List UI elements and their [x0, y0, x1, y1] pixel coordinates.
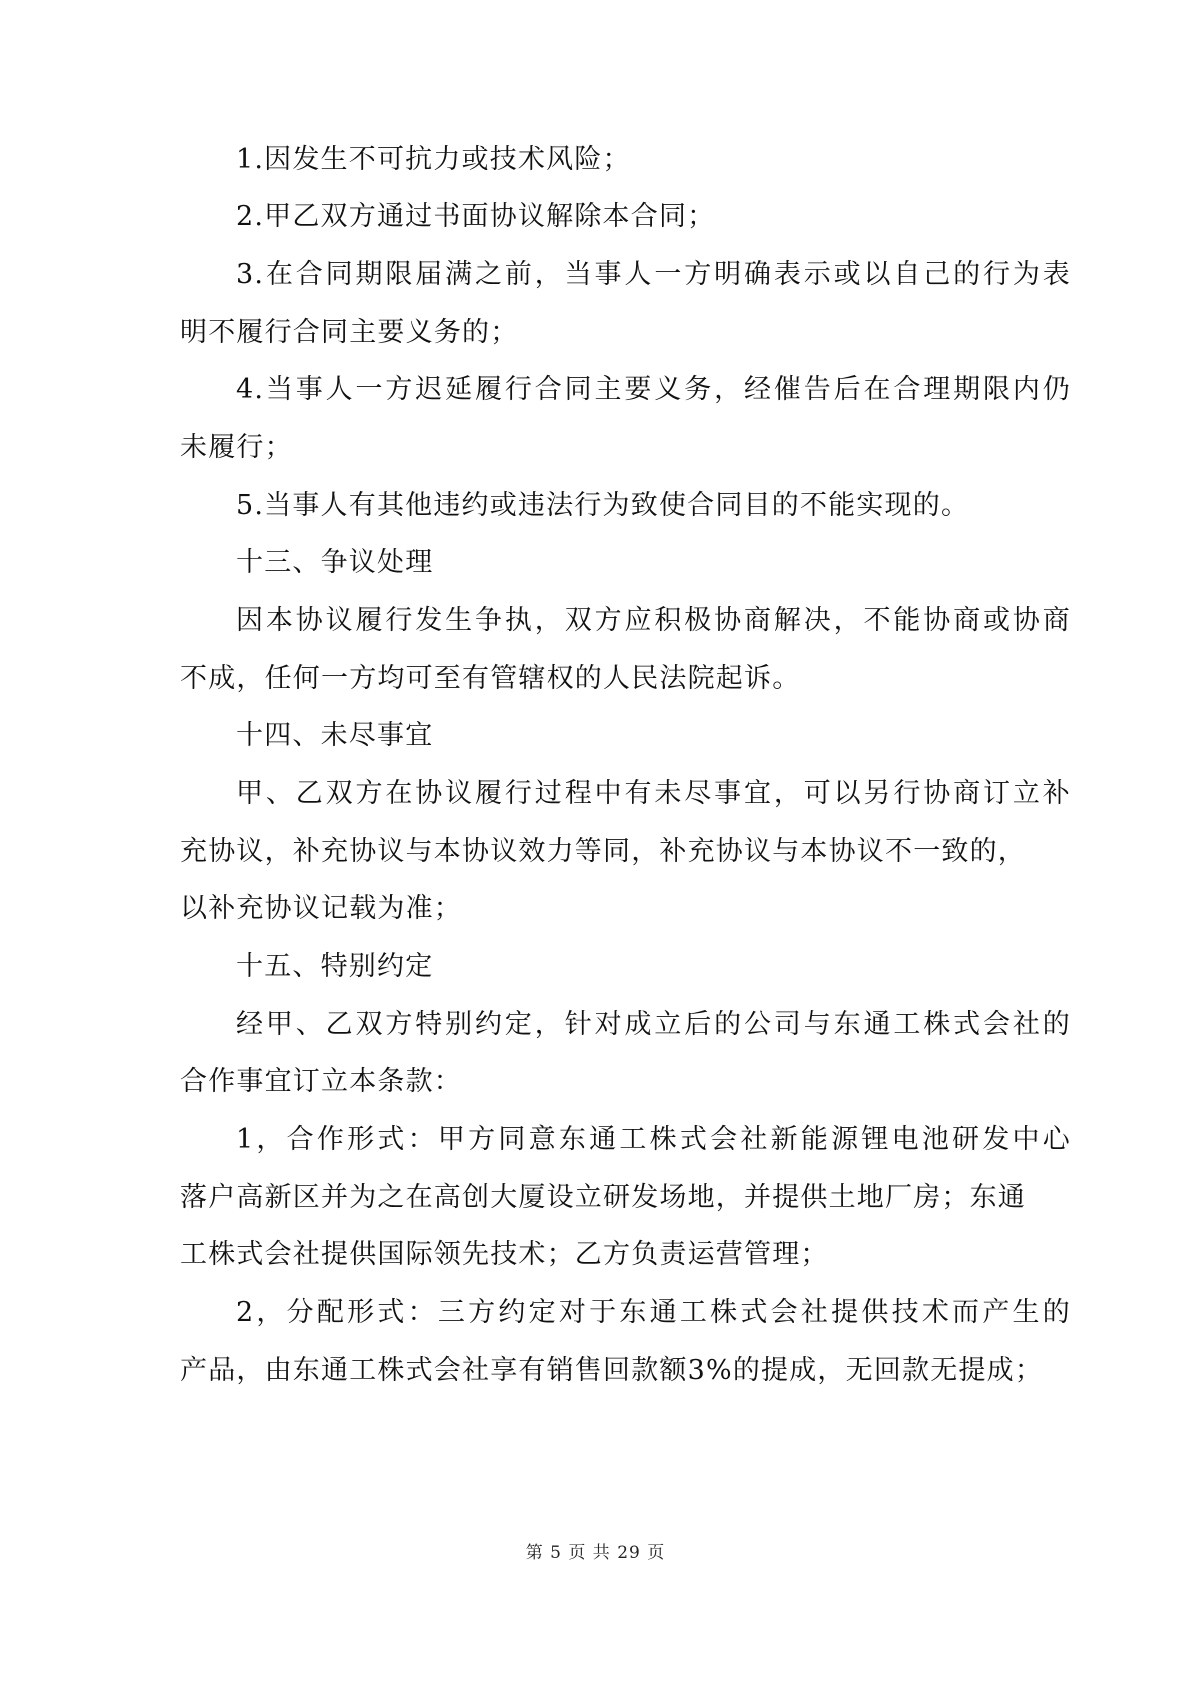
matters-paragraph-line-3: 以补充协议记载为准；: [180, 893, 462, 924]
section-heading-15: 十五、特别约定: [236, 951, 434, 982]
special-paragraph-line-1: 经甲、乙双方特别约定，针对成立后的公司与东通工株式会社的: [236, 1009, 1071, 1040]
matters-paragraph-line-2: 充协议，补充协议与本协议效力等同，补充协议与本协议不一致的，: [180, 836, 1026, 867]
section-heading-13: 十三、争议处理: [236, 547, 434, 578]
matters-paragraph-line-1: 甲、乙双方在协议履行过程中有未尽事宜，可以另行协商订立补: [236, 778, 1071, 809]
dispute-paragraph-line-1: 因本协议履行发生争执，双方应积极协商解决，不能协商或协商: [236, 605, 1071, 636]
cooperation-form-line-1: 1，合作形式：甲方同意东通工株式会社新能源锂电池研发中心: [236, 1124, 1071, 1155]
clause-3-text-line-1: 3.在合同期限届满之前，当事人一方明确表示或以自己的行为表: [236, 259, 1071, 290]
page-footer: 第 5 页 共 29 页: [525, 1543, 666, 1563]
clause-2-text: 2.甲乙双方通过书面协议解除本合同；: [236, 201, 716, 232]
special-paragraph-line-2: 合作事宜订立本条款：: [180, 1066, 462, 1097]
clause-5-text: 5.当事人有其他违约或违法行为致使合同目的不能实现的。: [236, 490, 970, 521]
clause-3-text-line-2: 明不履行合同主要义务的；: [180, 317, 519, 348]
distribution-form-line-1: 2，分配形式：三方约定对于东通工株式会社提供技术而产生的: [236, 1297, 1071, 1328]
cooperation-form-line-2: 落户高新区并为之在高创大厦设立研发场地，并提供土地厂房；东通: [180, 1182, 1026, 1213]
clause-4-text-line-1: 4.当事人一方迟延履行合同主要义务，经催告后在合理期限内仍: [236, 374, 1071, 405]
dispute-paragraph-line-2: 不成，任何一方均可至有管辖权的人民法院起诉。: [180, 663, 801, 694]
section-heading-14: 十四、未尽事宜: [236, 720, 434, 751]
clause-4-text-line-2: 未履行；: [180, 432, 293, 463]
clause-1-text: 1.因发生不可抗力或技术风险；: [236, 144, 631, 175]
distribution-form-line-2: 产品，由东通工株式会社享有销售回款额3%的提成，无回款无提成；: [180, 1355, 1044, 1386]
cooperation-form-line-3: 工株式会社提供国际领先技术；乙方负责运营管理；: [180, 1239, 829, 1270]
